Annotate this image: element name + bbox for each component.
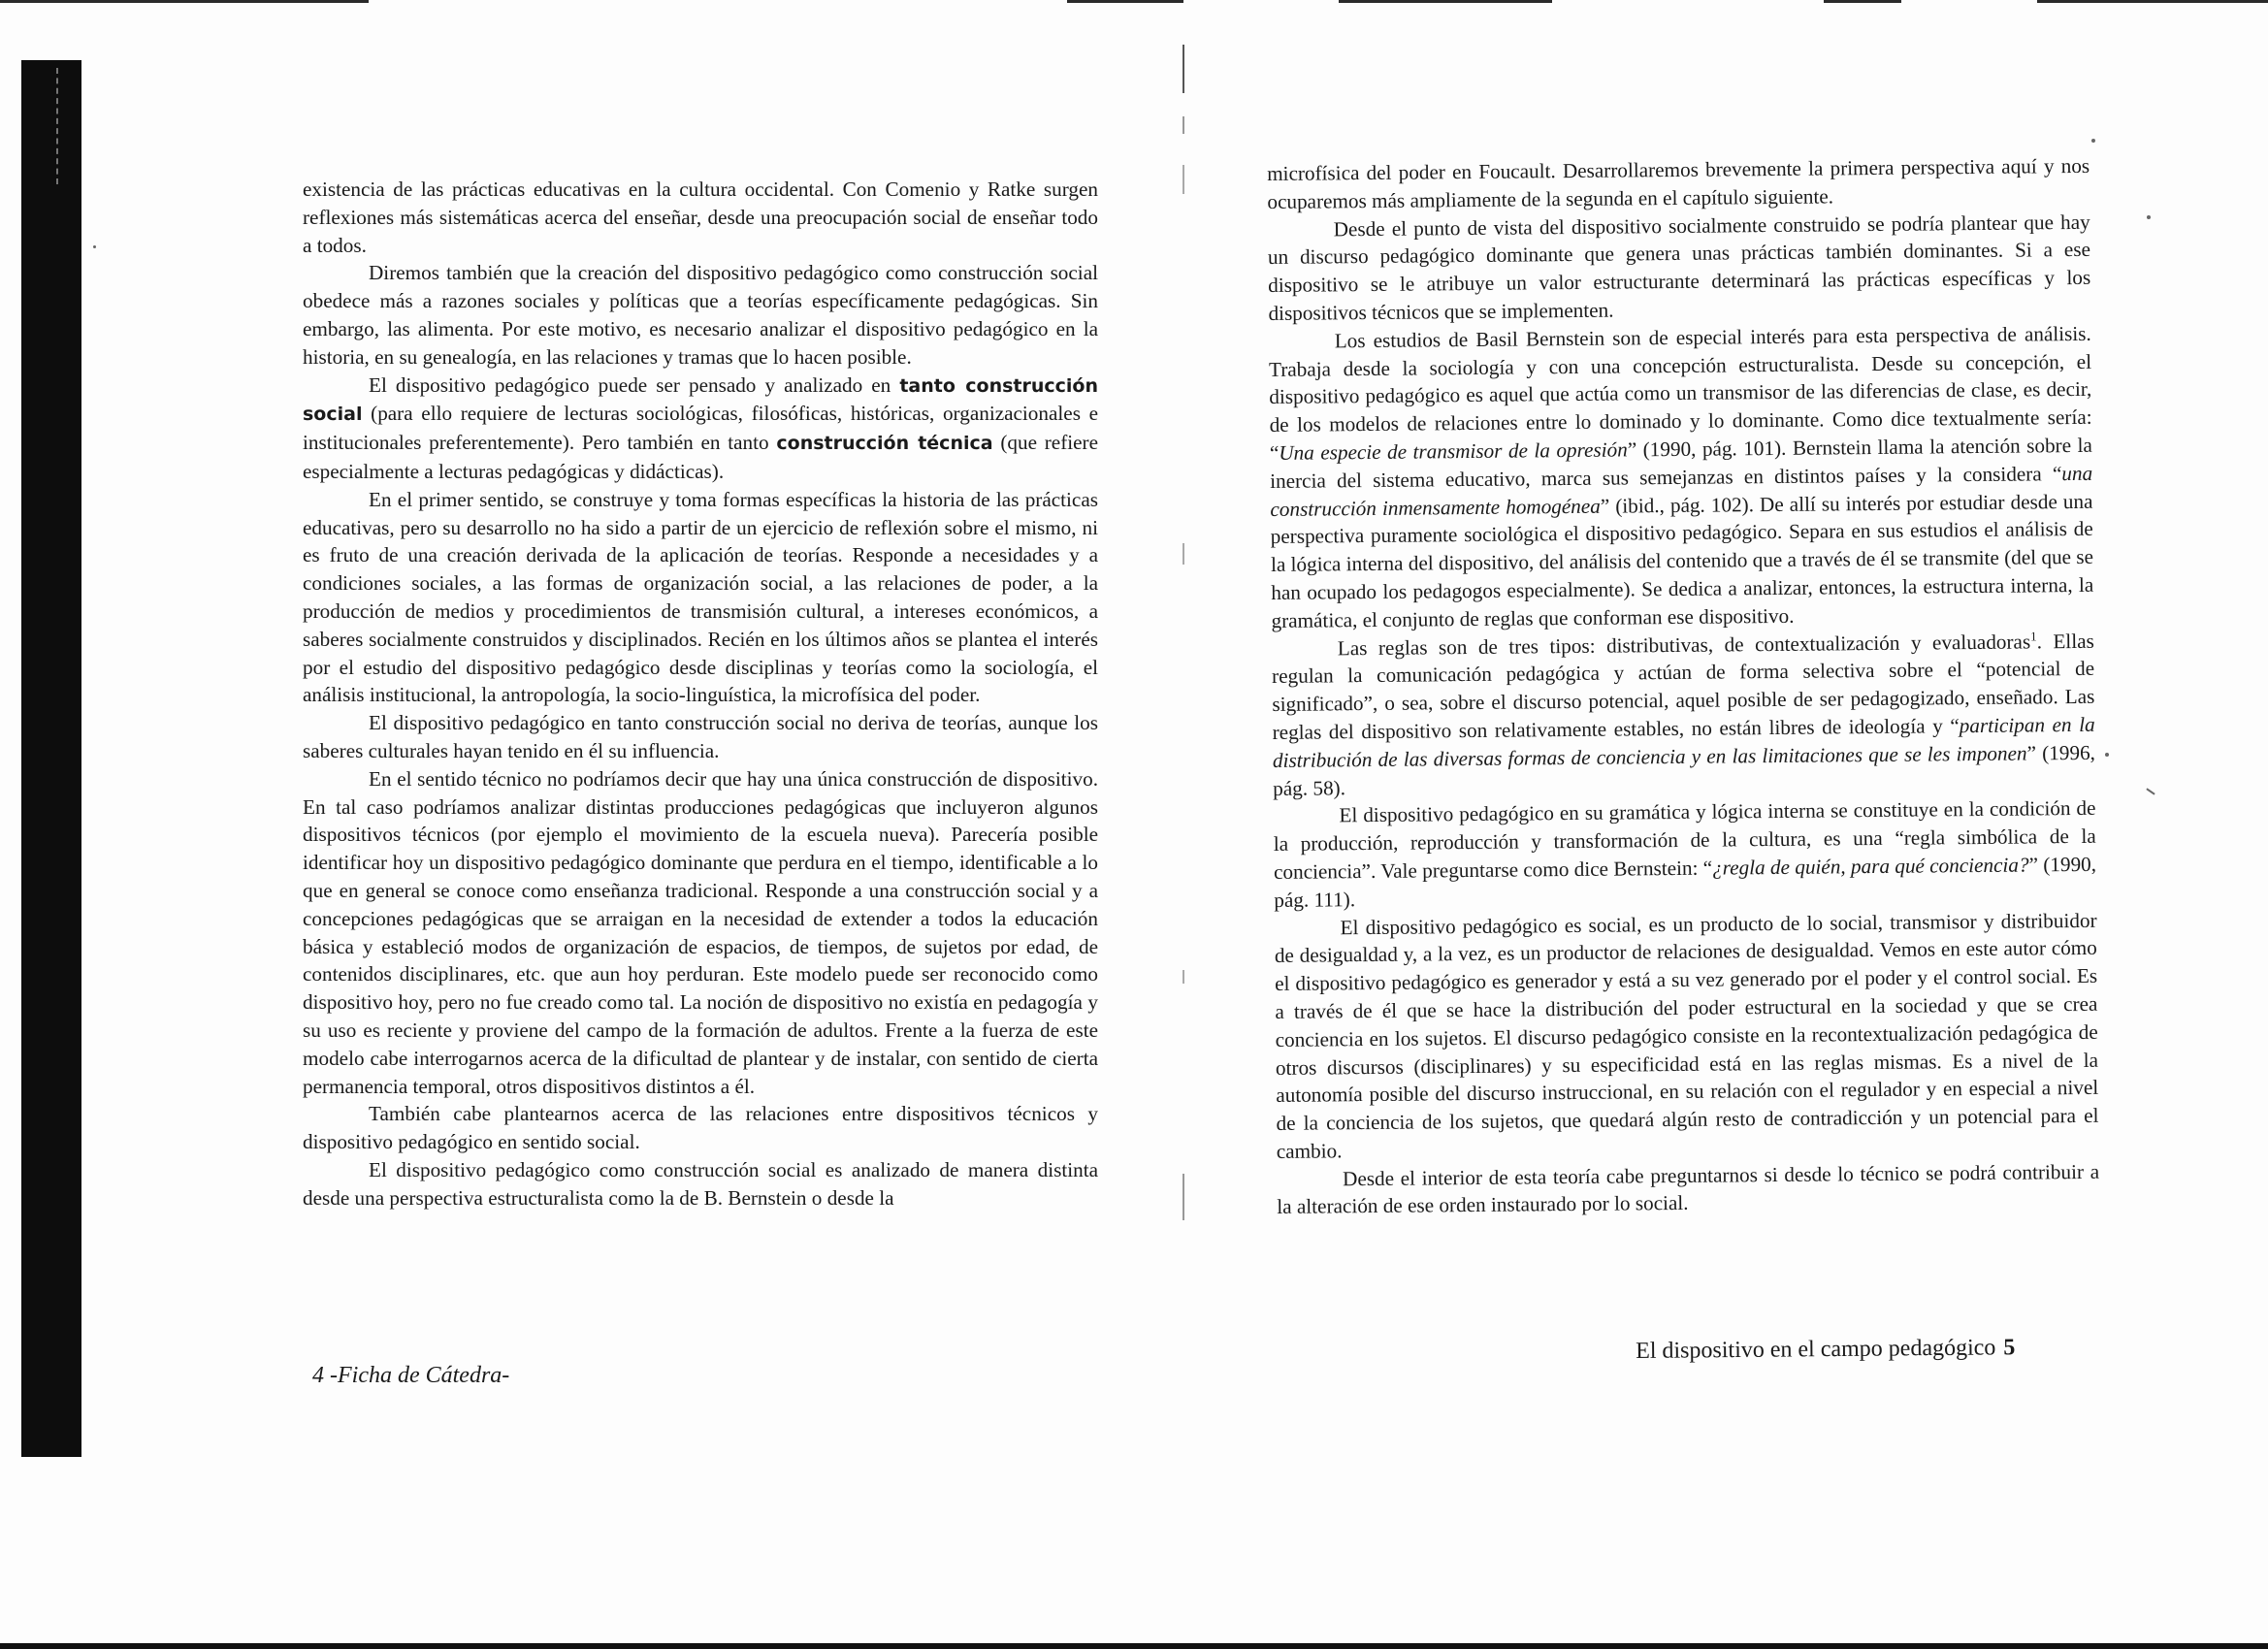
paragraph: microfísica del poder en Foucault. Desarrollaremos brevemente la primera perspectiva aquí y nos ocuparemos más ampliamente de la segunda en el capítulo siguiente. xyxy=(1267,153,2090,213)
top-scan-edge xyxy=(1339,0,1552,3)
top-scan-edge xyxy=(1067,0,1183,3)
paragraph: También cabe plantearnos acerca de las relaciones entre dispositivos técnicos y dispositivo pedagógico en sentido social. xyxy=(303,1102,1098,1154)
paragraph: Desde el punto de vista del dispositivo socialmente construido se podría plantear que hay un discurso pedagógico dominante que genera unas prácticas también dominantes. Si a ese dispositivo se le atribuye un valor estructurante determinará las prácticas específicas y los dispositivos técnicos que se implementen. xyxy=(1267,210,2091,325)
scan-speck xyxy=(2146,788,2155,794)
right-page-body xyxy=(1267,152,2099,1221)
paragraph: Diremos también que la creación del dispositivo pedagógico como construcción social obedece más a razones sociales y políticas que a teorías específicamente pedagógicas. Sin embargo, las alimenta. Por este motivo, es necesario analizar el dispositivo pedagógico en la historia, en su genealogía, en las relaciones y tramas que lo hacen posible. xyxy=(303,261,1098,369)
left-page-folio: 4 -Ficha de Cátedra- xyxy=(312,1363,510,1388)
paragraph: existencia de las prácticas educativas en la cultura occidental. Con Comenio y Ratke surgen reflexiones más sistemáticas acerca del enseñar, desde una preocupación social de enseñar todo a todos. xyxy=(303,178,1098,257)
paragraph: El dispositivo pedagógico en su gramática y lógica interna se constituye en la condición de la producción, reproducción y transformación de la cultura, es una “regla simbólica de la conciencia”. Vale preguntarse como dice Bernstein: “¿regla de quién, para qué conciencia?” (1990, pág. 111). xyxy=(1273,796,2097,912)
gutter-mark xyxy=(1183,116,1184,134)
left-page-body xyxy=(303,176,1098,1212)
paragraph: En el primer sentido, se construye y toma formas específicas la historia de las prácticas educativas, pero su desarrollo no ha sido a partir de un ejercicio de reflexión sobre el mismo, ni es fruto de una creación derivada de la aplicación de teorías. Responde a necesidades y a condiciones sociales, a las formas de organización social, a las relaciones de poder, a la producción de medios y procedimientos de transmisión cultural, a intereses económicos, a saberes socialmente construidos y disciplinados. Recién en los últimos años se plantea el interés por el estudio del dispositivo pedagógico desde disciplinas y teorías como la sociología, el análisis institucional, la antropología, la socio-linguística, la microfísica del poder. xyxy=(303,487,1098,707)
paragraph: El dispositivo pedagógico puede ser pensado y analizado en tanto construcción social (para ello requiere de lecturas sociológicas, filosóficas, históricas, organizacionales e institucionales preferentemente). Pero también en tanto construcción técnica (que refiere especialmente a lecturas pedagógicas y didácticas). xyxy=(303,372,1099,483)
paragraph: El dispositivo pedagógico como construcción social es analizado de manera distinta desde una perspectiva estructuralista como la de B. Bernstein o desde la xyxy=(303,1157,1098,1210)
bold-term: construcción técnica xyxy=(776,433,993,455)
paragraph: El dispositivo pedagógico en tanto construcción social no deriva de teorías, aunque los saberes culturales hayan tenido en él su influencia. xyxy=(303,711,1098,762)
quotation-italic: participan en la distribución de las diversas formas de conciencia y en las limitaciones que se les imponen xyxy=(1272,712,2095,772)
paragraph: Los estudios de Basil Bernstein son de especial interés para esta perspectiva de análisis. Trabaja desde la sociología y con una concepción estructuralista. Desde su concepción, el dispositivo pedagógico es aquel que actúa como un transmisor de las diferencias de clase, es decir, de los modelos de relaciones entre lo dominado y lo dominante. Como dice textualmente sería: “Una especie de transmisor de la opresión” (1990, pág. 101). Bernstein llama la atención sobre la inercia del sistema educativo, marca sus semejanzas en distintos países y la considera “una construcción inmensamente homogénea” (ibid., pág. 102). De allí su interés por estudiar desde una perspectiva puramente sociológica el dispositivo pedagógico. Separa en sus estudios el análisis de la lógica interna del dispositivo, del análisis del contenido que a través de él se transmite (del que se han ocupado los pedagogos especialmente). Se dedica a analizar, entonces, la estructura interna, la gramática, el conjunto de reglas que conforman ese dispositivo. xyxy=(1268,321,2094,632)
gutter-mark xyxy=(1183,45,1184,93)
top-scan-edge xyxy=(1824,0,1901,3)
paragraph: Las reglas son de tres tipos: distributivas, de contextualización y evaluadoras$^1$. Ellas regulan la comunicación pedagógica y actúan de forma selectiva sobre el “potencial de significado”, o sea, sobre el discurso potencial, aquel posible de ser pedagogizado, enseñado. Las reglas del dispositivo son relativamente estables, no están libres de ideología y “participan en la distribución de las diversas formas de conciencia y en las limitaciones que se les imponen” (1996, pág. 58). xyxy=(1271,628,2096,800)
scan-speck xyxy=(93,245,96,248)
quotation-italic: una construcción inmensamente homogénea xyxy=(1270,461,2093,521)
scan-speck xyxy=(2091,139,2095,143)
top-scan-edge xyxy=(0,0,369,3)
paragraph: El dispositivo pedagógico es social, es un producto de lo social, transmisor y distribuidor de desigualdad y, a la vez, es un productor de relaciones de desigualdad. Vemos en este autor cómo el dispositivo pedagógico es generador y está a su vez generado por el poder y el control social. Es a través de él que se hace la distribución del poder estructural en la sociedad y que se crea conciencia en los sujetos. El discurso pedagógico consiste en la recontextualización pedagógica de otros discursos (disciplinares) y su especificidad está en las reglas mismas. Es a nivel de la autonomía posible del discurso instruccional, en su relación con el regulador y en especial a nivel de la conciencia de los sujetos, que quedará algún resto de contradicción y un potencial para el cambio. xyxy=(1274,908,2099,1163)
quotation-italic: Una especie de transmisor de la opresión xyxy=(1279,437,1628,465)
paragraph: Desde el interior de esta teoría cabe preguntarnos si desde lo técnico se podrá contribuir a la alteración de ese orden instaurado por lo social. xyxy=(1277,1159,2100,1219)
gutter-mark xyxy=(1183,165,1184,194)
paragraph: En el sentido técnico no podríamos decir que hay una única construcción de dispositivo. En tal caso podríamos analizar distintas producciones pedagógicas que incluyeron algunos dispositivos técnicos (por ejemplo el movimiento de la escuela nueva). Parecería posible identificar hoy un dispositivo pedagógico dominante que perdura en el tiempo, identificable a lo que en general se conoce como enseñanza tradicional. Responde a una construcción social y a concepciones pedagógicas que se arraigan en la necesidad de extender a todos la educación básica y estableció modos de organización de espacios, de tiempos, de sujetos por edad, de contenidos disciplinares, etc. que aun hoy perduran. Este modelo puede ser reconocido como dispositivo hoy, pero no fue creado como tal. La noción de dispositivo no existía en pedagogía y su uso es reciente y proviene del campo de la formación de adultos. Frente a la fuerza de este modelo cabe interrogarnos acerca de la dificultad de plantear y de instalar, con sentido de cierta permanencia temporal, otros dispositivos distintos a él. xyxy=(303,766,1098,1098)
scan-speck xyxy=(2147,215,2151,219)
top-scan-edge xyxy=(2037,0,2268,3)
bottom-scan-edge xyxy=(0,1643,2268,1649)
binding-perforation xyxy=(56,68,76,184)
gutter-mark xyxy=(1183,1174,1184,1220)
right-page-folio xyxy=(1636,1335,2015,1365)
binding-shadow xyxy=(21,60,81,1457)
footnote-ref: 1 xyxy=(2030,628,2037,643)
scan-speck xyxy=(2105,753,2109,757)
page-number: 5 xyxy=(2003,1335,2016,1361)
gutter-mark xyxy=(1183,543,1184,565)
bold-term: tanto construcción social xyxy=(303,374,1098,426)
running-head: El dispositivo en el campo pedagógico xyxy=(1636,1335,1996,1364)
quotation-italic: ¿regla de quién, para qué conciencia? xyxy=(1712,853,2029,880)
gutter-mark xyxy=(1183,970,1184,984)
